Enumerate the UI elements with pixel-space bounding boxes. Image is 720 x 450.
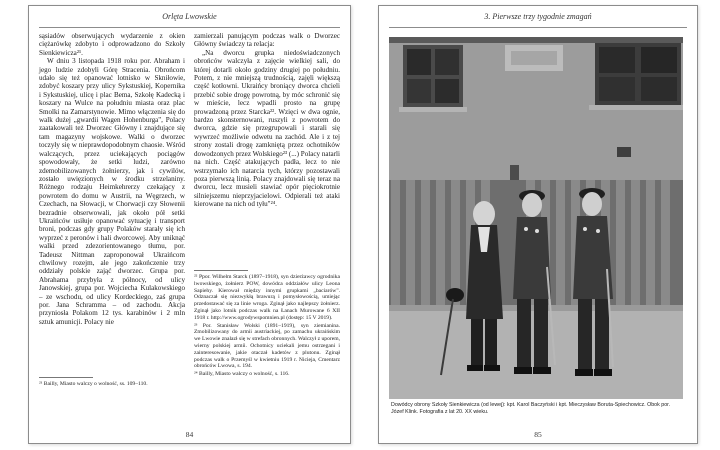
footnote-rule <box>39 377 93 378</box>
footnote-block-2 <box>194 274 340 379</box>
footnote: ²³ Por. Stanisław Wolski (1891–1919), syn ziemianina. Zmobilizowany do armii austriackiej, po zamachu ukraińskim we Lwowie znalazł się w strefach obronnych. Walczył z uporem, wierny polskiej armii. Ochotnicy uciekali jemu ostrzegani i zainteresowanie, jakie otaczał kadetów z plutonu. Zginął podczas walk o Przemyśl w kwietniu 1919 r. Niciejа, Cmentarz obrońców Lwowa, s. 194. <box>194 322 340 370</box>
photo-caption: Dowódcy obrony Szkoły Sienkiewicza (od lewej): kpt. Karol Baczyński i kpt. Mieczysław Boruta-Spiechowicz. Obok por. Józef Klink. Fotografia z lat 20. XX wieku. <box>391 402 671 415</box>
paragraph: zamierzali panującym podczas walk o Dworzec Główny świadczy ta relacja: <box>194 32 340 49</box>
footnote: ²² Ppor. Wilhelm Starck (1897–1918), syn dzierżawcy ogrodnika lwowskiego, żołnierz POW, dowódca oddziałów ulicy Leona Sapiehy. Kierował między innymi grupkami „baciarów". Odznaczał się niezwykłą brawurą i pomysłowością, umiejąc przedostawać się za linie wroga. Zginął jako najlepszy żołnierz. Zginął jako lotnik podczas walk na Łanach Murowane 6 XII 1918 r. http://www.ogrodywspomnien.pl (dostęp: 15 V 2019). <box>194 274 340 321</box>
text-column-2 <box>194 32 340 209</box>
page-number-right: 85 <box>534 430 542 439</box>
footnote-block-1 <box>39 381 185 389</box>
running-head-right: 3. Pierwsze trzy tygodnie zmagań <box>484 12 592 21</box>
header-rule <box>389 27 687 28</box>
text-column-1 <box>39 32 185 326</box>
right-page <box>378 5 698 444</box>
footnote-rule <box>194 270 248 271</box>
quotation: „Na dworcu grupka niedoświadczonych obrońców walczyła z zajęcie wielkiej sali, do której dotarli około godziny drugiej po południu. Potem, z nie mniejszą trudnością, zajęli większą część kotłowni. Ukraińcy broniący dworca chcieli przebić sobie drogę powrotną, by móc schronić się w mieście, lecz wpadli prosto na grupę prowadzoną przez Starcka²². Wzięci w dwa ognie, bardzo skonsternowani, ruszyli z powrotem do dworca, gdzie się przegrupowali i starali się wywrzeć możliwie odwetu na zachód. Ale i z tej strony zostali drogę zamkniętą przez ochotników dowodzonych przez Wolskiego²³ (...) Polacy natarli na nich. Część atakujących padła, lecz to nie wstrzymało ich natarcia tych, którzy pozostawali poza pierwszą linią. Polacy znajdowali się teraz na dworcu, lecz musieli stawiać opór pięciokrotnie silniejszemu nieprzyjacielowi. Odpierali też ataki kierowane na nich od tyłu"²⁴. <box>194 48 340 209</box>
paragraph: W dniu 3 listopada 1918 roku por. Abraham i jego ludzie zdobyli Górę Stracenia. Obrońcom udało się też opanować lotnisko w Skniłowie, zdobyć koszary przy ulicy Sykstuskiej, Kopernika i Sykstuskiej, ulicę i plac Bema, Szkołę Kadecką i koszary na Wulce na południu miasta oraz plac Smolki na Zamarstynowie. Mimo włączenia się do walk dużej „gwardii Wagen Hohenburga", Polacy zaatakowali też Dworzec Główny i znajdujące się tam magazyny wojskowe. Walki o dworzec toczyły się w nieprawdopodobnym chaosie. Wśród walczących, przez uciekających pociągów spowodowały, że setki ludzi, zarówno zdemobilizowanych żołnierzy, jak i cywilów, zostało uwięzionych w środku strzelaniny. Różnego rodzaju Heimkehrerzy czekający z powrotem do domu w Austrii, na Węgrzech, w Czechach, na Słowacji, w Chorwacji czy Słowenii bezradnie obserwowali, jak około pół setki Ukraińców usiłuje opanować sytuację i transport broni, podczas gdy grupy Polaków starały się ich wyprzeć z peronów i hali dworcowej. Aby uniknąć walki przed zdezorientowanego tłumu, por. Tadeusz Nittman zaproponował Ukraińcom chwilowy rozejm, ale jego zakończenie trzy oddziały polskie zająć dworzec. Grupa por. Abrahama przybyła z północy, od ulicy Janowskiej, grupa por. Wojciecha Kulakowskiego – ze wschodu, od ulicy Kordeckiego, zaś grupa por. Jana Schramma – od zachodu. Akcja przyniosła Polakom 12 tys. karabinów i 2 mln sztuk amunicji. Polacy nie <box>39 57 185 326</box>
page-number-left: 84 <box>185 430 194 439</box>
header-rule <box>39 27 340 28</box>
footnote: ²¹ Bailly, Miasto walczy o wolność, ss. 109–110. <box>39 381 148 387</box>
footnote: ²⁴ Bailly, Miasto walczy o wolność, s. 116. <box>194 371 290 378</box>
historical-photo <box>389 37 683 399</box>
photo-illustration <box>389 37 683 399</box>
running-head-left: Orlęta Lwowskie <box>162 12 217 21</box>
paragraph: sąsiadów obserwujących wydarzenie z okien ciężarówkę zdobyto i odprowadzono do Szkoły Sienkiewicza²¹. <box>39 32 185 57</box>
left-page <box>28 5 351 444</box>
